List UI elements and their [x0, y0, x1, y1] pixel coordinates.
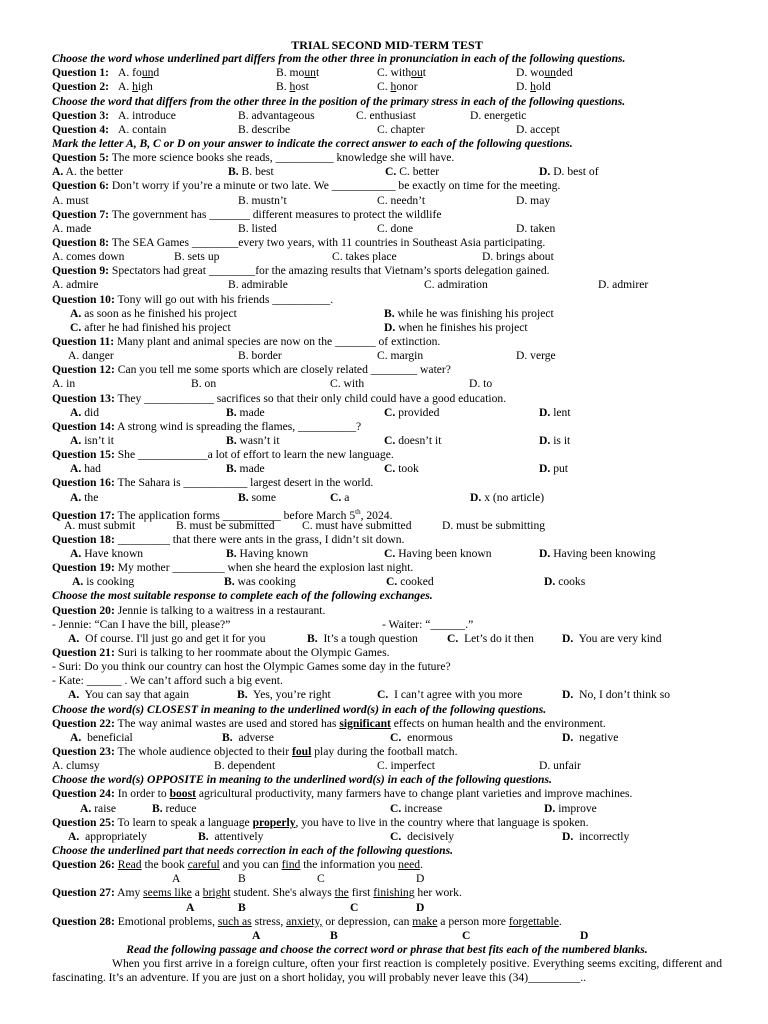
part-c[interactable]: make [412, 914, 438, 928]
option-b[interactable]: B. mount [276, 66, 320, 80]
option-a[interactable]: A. found [118, 66, 160, 80]
option-d[interactable]: D. taken [516, 221, 556, 235]
option-c[interactable]: C. Let’s do it then [447, 631, 534, 645]
question-stem: Jennie is talking to a waitress in a restaurant. [117, 603, 326, 617]
option-b[interactable]: B. must be submitted [176, 518, 275, 532]
option-d[interactable]: D. You are very kind [562, 631, 662, 645]
letter-a: A [186, 900, 195, 914]
option-a[interactable]: A. in [52, 377, 76, 391]
option-a[interactable]: A. must submit [64, 518, 136, 532]
option-d[interactable]: D. negative [562, 730, 619, 744]
option-d[interactable]: D. D. best of [539, 165, 599, 179]
option-a[interactable]: A. comes down [52, 250, 125, 264]
instruction-mark: Mark the letter A, B, C or D on your answer to indicate the correct answer to each of the following questions. [52, 136, 573, 150]
question-stem: The application forms __________ before March 5 [117, 508, 356, 522]
question-19 [52, 561, 722, 575]
question-18 [52, 533, 722, 547]
option-b[interactable]: B. some [238, 490, 277, 504]
dialogue-line: - Kate: ______ . We can’t afford such a big event. [52, 674, 283, 688]
question-16 [52, 476, 722, 490]
letter-d: D [416, 900, 425, 914]
question-10 [52, 293, 722, 307]
question-stem: My mother _________ when she heard the explosion last night. [117, 561, 414, 575]
part-a[interactable]: seems like [143, 886, 192, 900]
option-b[interactable]: B. describe [238, 122, 291, 136]
question-stem: The government has _______ different measures to protect the wildlife [111, 207, 442, 221]
underlined-keyword: properly [252, 815, 296, 829]
question-8-options [52, 250, 722, 264]
question-label: Question 22: [52, 716, 115, 730]
option-b[interactable]: B. advantageous [238, 108, 315, 122]
part-a[interactable]: Read [117, 858, 142, 872]
question-label: Question 25: [52, 815, 115, 829]
part-d[interactable]: need [398, 858, 421, 872]
question-stem: Spectators had great ________for the amazing results that Vietnam’s sports delegation gained. [111, 264, 550, 278]
option-c[interactable]: C. margin [377, 349, 424, 363]
option-b[interactable]: B. admirable [228, 278, 288, 292]
option-b[interactable]: B. adverse [222, 730, 274, 744]
option-d[interactable]: D. lent [539, 405, 571, 419]
question-19-options [52, 575, 722, 589]
question-25: Question 25: To learn to speak a language properly, you have to live in the country where that language is spoken. [52, 815, 589, 829]
dialogue-line: - Suri: Do you think our country can host the Olympic Games some day in the future? [52, 660, 451, 674]
instruction-closest: Choose the word(s) CLOSEST in meaning to the underlined word(s) in each of the following questions. [52, 702, 547, 716]
letter-a: A [172, 872, 181, 886]
question-21 [52, 646, 722, 660]
question-5-options [52, 165, 722, 179]
option-d[interactable]: D. x (no article) [470, 490, 545, 504]
question-28: Question 28: Emotional problems, such as stress, anxiety, or depression, can make a person more forgettable. [52, 914, 562, 928]
option-b[interactable]: B. border [238, 349, 282, 363]
question-24: Question 24: In order to boost agricultural productivity, many farmers have to change plant varieties and improve machines. [52, 787, 633, 801]
question-11 [52, 335, 722, 349]
question-10-options-ab [52, 307, 722, 321]
letter-c: C [317, 872, 325, 886]
question-6 [52, 179, 722, 193]
part-d[interactable]: finishing [373, 886, 415, 900]
question-14 [52, 420, 722, 434]
option-a[interactable]: A. beneficial [70, 730, 133, 744]
question-4 [52, 123, 722, 137]
question-label: Question 7: [52, 207, 110, 221]
underlined-keyword: boost [169, 787, 196, 801]
letter-d: D [580, 928, 589, 942]
letter-d: D [416, 872, 425, 886]
question-label: Question 24: [52, 787, 115, 801]
option-c[interactable]: C. Having been known [384, 547, 492, 561]
question-22-options [52, 731, 722, 745]
option-b[interactable]: B. listed [238, 221, 277, 235]
question-label: Question 18: [52, 532, 115, 546]
question-stem: The Sahara is ___________ largest desert in the world. [117, 476, 374, 490]
option-a[interactable]: A. You can say that again [68, 688, 190, 702]
question-27-letters [52, 901, 722, 915]
option-c[interactable]: C. decisively [390, 829, 455, 843]
question-20-options [52, 632, 722, 646]
question-label: Question 1: [52, 66, 110, 80]
question-stem: Suri is talking to her roommate about the Olympic Games. [117, 646, 390, 660]
option-d[interactable]: D. brings about [482, 250, 554, 264]
option-d[interactable]: D. unfair [539, 759, 581, 773]
option-a[interactable]: A. isn’t it [70, 433, 114, 447]
option-c[interactable]: C. without [377, 66, 426, 80]
option-c[interactable]: C. must have submitted [302, 518, 412, 532]
instruction-pronunciation: Choose the word whose underlined part differs from the other three in pronunciation in each of the following questions. [52, 52, 626, 66]
question-9 [52, 264, 722, 278]
option-a[interactable]: A. danger [68, 349, 114, 363]
instruction-passage: Read the following passage and choose the correct word or phrase that best fits each of the numbered blanks. [126, 943, 648, 956]
option-b[interactable]: B. while he was finishing his project [384, 306, 554, 320]
question-25-options [52, 830, 722, 844]
question-15-options [52, 462, 722, 476]
exam-sheet [52, 38, 722, 985]
question-label: Question 11: [52, 334, 115, 348]
question-7-options [52, 222, 722, 236]
option-b[interactable]: B. wasn’t it [226, 433, 280, 447]
part-d[interactable]: forgettable [508, 914, 559, 928]
option-c[interactable]: C. honor [377, 80, 418, 94]
option-c[interactable]: C. I can’t agree with you more [377, 688, 523, 702]
option-a[interactable]: A. raise [80, 801, 117, 815]
option-d[interactable]: D. cooks [544, 575, 586, 589]
instruction-response: Choose the most suitable response to complete each of the following exchanges. [52, 589, 433, 603]
question-2 [52, 80, 722, 94]
option-a[interactable]: A. is cooking [72, 575, 135, 589]
option-a[interactable]: A. made [52, 221, 92, 235]
option-a[interactable]: A. the [70, 490, 99, 504]
question-10-options-cd [52, 321, 722, 335]
instruction-opposite: Choose the word(s) OPPOSITE in meaning to the underlined word(s) in each of the following questions. [52, 773, 552, 787]
option-d[interactable]: D. incorrectly [562, 829, 630, 843]
option-a[interactable]: A. A. the better [52, 165, 124, 179]
question-3 [52, 109, 722, 123]
option-d[interactable]: D. admirer [598, 278, 649, 292]
option-c[interactable]: C. needn’t [377, 193, 426, 207]
option-d[interactable]: D. when he finishes his project [384, 320, 528, 334]
option-d[interactable]: D. hold [516, 80, 551, 94]
question-label: Question 4: [52, 122, 110, 136]
question-21-options [52, 688, 722, 702]
question-label: Question 16: [52, 476, 115, 490]
option-d[interactable]: D. accept [516, 122, 560, 136]
question-26: Question 26: Read the book careful and you can find the information you need. [52, 858, 423, 872]
question-12-options [52, 377, 722, 391]
option-b[interactable]: B. made [226, 405, 265, 419]
option-d[interactable]: D. may [516, 193, 551, 207]
letter-c: C [350, 900, 359, 914]
question-1 [52, 66, 722, 80]
question-16-options [52, 491, 722, 505]
option-b[interactable]: B. Having known [226, 547, 309, 561]
option-b[interactable]: B. dependent [214, 759, 276, 773]
question-label: Question 5: [52, 151, 110, 165]
option-b[interactable]: B. made [226, 462, 265, 476]
question-label: Question 21: [52, 646, 115, 660]
question-label: Question 13: [52, 391, 115, 405]
option-d[interactable]: D. improve [544, 801, 597, 815]
question-stem: A strong wind is spreading the flames, __________? [117, 419, 362, 433]
option-a[interactable]: A. as soon as he finished his project [70, 306, 237, 320]
reading-passage: When you first arrive in a foreign culture, often your first reaction is completely positive. Everything seems exciting, different and fascinating. It’s an adventure. If you are just on a short holiday, you will probably never leave this (34)_________.. [52, 957, 722, 985]
option-a[interactable]: A. must [52, 193, 89, 207]
question-label: Question 3: [52, 108, 110, 122]
part-b[interactable]: anxiety, [286, 914, 323, 928]
question-7 [52, 208, 722, 222]
question-17 [52, 505, 722, 522]
option-d[interactable]: D. put [539, 462, 569, 476]
option-b[interactable]: B. host [276, 80, 309, 94]
question-14-options [52, 434, 722, 448]
option-a[interactable]: A. clumsy [52, 759, 100, 773]
option-d[interactable]: D. energetic [470, 108, 527, 122]
option-c[interactable]: C. provided [384, 405, 440, 419]
option-c[interactable]: C. enormous [390, 730, 453, 744]
instruction-stress: Choose the word that differs from the other three in the position of the primary stress in each of the following questions. [52, 94, 626, 108]
question-23-options [52, 759, 722, 773]
option-a[interactable]: A. appropriately [68, 829, 147, 843]
option-b[interactable]: B. sets up [174, 250, 220, 264]
question-11-options [52, 349, 722, 363]
question-label: Question 10: [52, 292, 115, 306]
question-22: Question 22: The way animal wastes are used and stored has significant effects on human health and the environment. [52, 716, 606, 730]
question-stem: Many plant and animal species are now on the _______ of extinction. [117, 334, 441, 348]
option-b[interactable]: B. B. best [228, 165, 274, 179]
letter-b: B [238, 872, 246, 886]
option-b[interactable]: B. Yes, you’re right [237, 688, 331, 702]
part-b[interactable]: careful [187, 858, 220, 872]
question-28-letters [52, 929, 722, 943]
dialogue-line: - Waiter: “______.” [382, 617, 474, 631]
letter-b: B [330, 928, 338, 942]
question-6-options [52, 194, 722, 208]
option-c[interactable]: C. C. better [385, 165, 440, 179]
question-26-letters [52, 872, 722, 886]
option-c[interactable]: C. took [384, 462, 419, 476]
letter-a: A [252, 928, 261, 942]
letter-b: B [238, 900, 246, 914]
option-a[interactable]: A. admire [52, 278, 99, 292]
question-23: Question 23: The whole audience objected to their foul play during the football match. [52, 745, 458, 759]
question-20 [52, 604, 722, 618]
question-label: Question 14: [52, 419, 115, 433]
page-title: TRIAL SECOND MID-TERM TEST [291, 38, 483, 52]
part-c[interactable]: find [281, 858, 301, 872]
question-stem: Can you tell me some sports which are closely related ________ water? [117, 363, 451, 377]
question-label: Question 8: [52, 235, 110, 249]
option-c[interactable]: C. enthusiast [356, 108, 416, 122]
question-9-options [52, 278, 722, 292]
option-a[interactable]: A. had [70, 462, 101, 476]
option-c[interactable]: C. increase [390, 801, 443, 815]
part-a[interactable]: such as [217, 914, 252, 928]
question-label: Question 12: [52, 363, 115, 377]
question-label: Question 15: [52, 448, 115, 462]
question-label: Question 26: [52, 858, 115, 872]
instruction-correction: Choose the underlined part that needs correction in each of the following questions. [52, 844, 453, 858]
option-a[interactable]: A. introduce [118, 108, 176, 122]
option-d[interactable]: D. wounded [516, 66, 573, 80]
option-b[interactable]: B. It’s a tough question [307, 631, 418, 645]
question-label: Question 2: [52, 80, 110, 94]
option-c[interactable]: C. with [330, 377, 365, 391]
option-b[interactable]: B. mustn’t [238, 193, 287, 207]
question-18-options [52, 547, 722, 561]
underlined-keyword: significant [339, 716, 391, 730]
option-c[interactable]: C. imperfect [377, 759, 435, 773]
option-b[interactable]: B. reduce [152, 801, 197, 815]
option-c[interactable]: C. doesn’t it [384, 433, 442, 447]
option-d[interactable]: D. must be submitting [442, 518, 546, 532]
question-stem: The more science books she reads, __________ knowledge she will have. [111, 151, 455, 165]
question-stem: Don’t worry if you’re a minute or two late. We ___________ be exactly on time for the meeting. [111, 179, 561, 193]
option-d[interactable]: D. to [469, 377, 493, 391]
question-12 [52, 363, 722, 377]
question-stem: The SEA Games ________every two years, with 11 countries in Southeast Asia participating. [111, 235, 546, 249]
option-c[interactable]: C. chapter [377, 122, 425, 136]
underlined-keyword: foul [292, 745, 312, 759]
option-d[interactable]: D. is it [539, 433, 571, 447]
letter-c: C [462, 928, 471, 942]
question-label: Question 28: [52, 914, 115, 928]
part-b[interactable]: bright [202, 886, 231, 900]
question-label: Question 6: [52, 179, 110, 193]
question-13 [52, 392, 722, 406]
option-a[interactable]: A. Of course. I'll just go and get it for you [68, 631, 266, 645]
option-c[interactable]: C. done [377, 221, 414, 235]
question-15 [52, 448, 722, 462]
option-c[interactable]: C. a [330, 490, 350, 504]
ordinal-suffix: th [355, 507, 361, 516]
question-stem: _________ that there were ants in the grass, I didn’t sit down. [117, 532, 405, 546]
option-a[interactable]: A. did [70, 405, 100, 419]
question-13-options [52, 406, 722, 420]
option-a[interactable]: A. Have known [70, 547, 144, 561]
question-24-options [52, 802, 722, 816]
option-b[interactable]: B. attentively [198, 829, 264, 843]
option-b[interactable]: B. on [191, 377, 217, 391]
option-d[interactable]: D. No, I don’t think so [562, 688, 671, 702]
question-label: Question 19: [52, 561, 115, 575]
question-label: Question 23: [52, 745, 115, 759]
question-label: Question 20: [52, 603, 115, 617]
option-c[interactable]: C. after he had finished his project [70, 320, 231, 334]
question-label: Question 9: [52, 264, 110, 278]
question-8 [52, 236, 722, 250]
question-27: Question 27: Amy seems like a bright student. She's always the first finishing her work. [52, 886, 462, 900]
question-stem: Tony will go out with his friends __________. [117, 292, 334, 306]
option-c[interactable]: C. admiration [424, 278, 488, 292]
option-a[interactable]: A. contain [118, 122, 167, 136]
option-c[interactable]: C. cooked [386, 575, 434, 589]
question-5 [52, 151, 722, 165]
question-17-options [52, 519, 722, 533]
question-label: Question 27: [52, 886, 115, 900]
part-c[interactable]: the [334, 886, 349, 900]
option-d[interactable]: D. Having been knowing [539, 547, 656, 561]
dialogue-line: - Jennie: “Can I have the bill, please?” [52, 617, 231, 631]
question-stem: She ____________a lot of effort to learn the new language. [117, 448, 394, 462]
question-stem-end: , 2024. [360, 508, 393, 522]
question-stem: They ____________ sacrifices so that their only child could have a good education. [117, 391, 507, 405]
question-20-dialogue [52, 618, 722, 632]
option-a[interactable]: A. high [118, 80, 153, 94]
question-label: Question 17: [52, 508, 115, 522]
option-d[interactable]: D. verge [516, 349, 556, 363]
option-b[interactable]: B. was cooking [224, 575, 296, 589]
option-c[interactable]: C. takes place [332, 250, 397, 264]
